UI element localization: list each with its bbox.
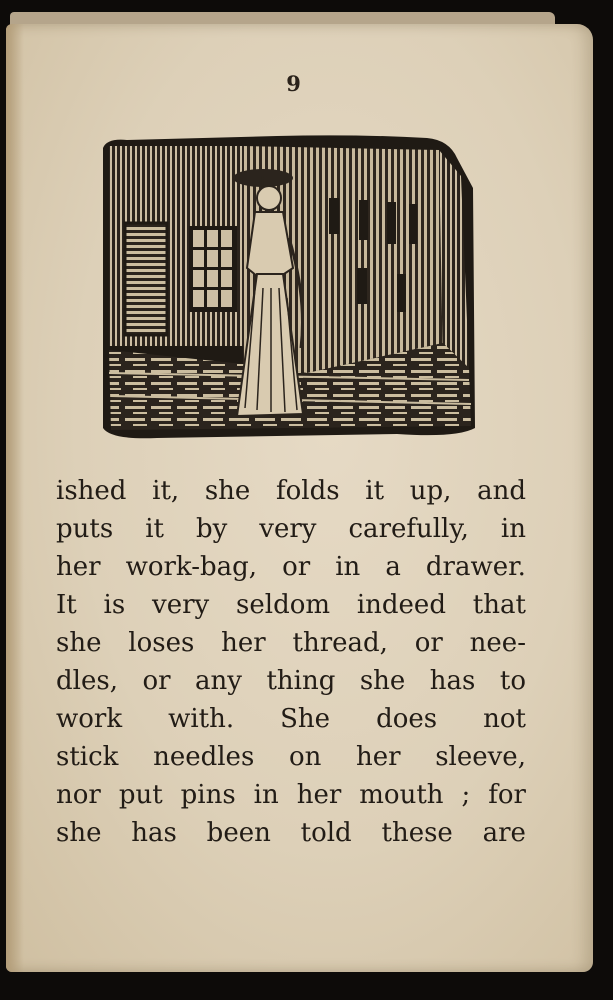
text-line xyxy=(56,776,526,814)
text-line xyxy=(56,662,526,700)
text-line xyxy=(56,510,526,548)
text-word: are xyxy=(482,818,526,848)
text-line xyxy=(56,548,526,586)
text-word: nor xyxy=(56,780,101,810)
text-word: carefully, xyxy=(348,514,469,544)
text-word: nee- xyxy=(469,628,526,658)
text-word: She xyxy=(280,704,331,734)
text-word: a xyxy=(385,552,401,582)
woodcut-scene xyxy=(103,135,475,438)
text-word: pins xyxy=(180,780,236,810)
text-word: work-bag, xyxy=(125,552,258,582)
woodcut-illustration xyxy=(97,128,477,440)
text-word: in xyxy=(335,552,361,582)
text-line xyxy=(56,814,526,852)
text-word: any xyxy=(195,666,242,696)
text-word: or xyxy=(414,628,443,658)
text-line xyxy=(56,586,526,624)
text-word: it, xyxy=(152,476,180,506)
text-word: very xyxy=(152,590,210,620)
text-word: dles, xyxy=(56,666,118,696)
text-line xyxy=(56,624,526,662)
text-word: she xyxy=(56,628,102,658)
text-word: that xyxy=(472,590,526,620)
text-word: indeed xyxy=(356,590,446,620)
text-word: ished xyxy=(56,476,127,506)
text-line xyxy=(56,738,526,776)
text-word: put xyxy=(118,780,163,810)
text-word: these xyxy=(381,818,453,848)
text-word: told xyxy=(300,818,352,848)
text-word: does xyxy=(376,704,438,734)
text-word: she xyxy=(359,666,406,696)
text-word: is xyxy=(103,590,126,620)
text-line xyxy=(56,700,526,738)
text-word: been xyxy=(206,818,271,848)
text-line xyxy=(56,472,526,510)
body-text xyxy=(56,472,526,852)
text-word: in xyxy=(500,514,526,544)
text-word: puts xyxy=(56,514,114,544)
text-word: by xyxy=(195,514,228,544)
text-word: in xyxy=(253,780,279,810)
text-word: folds xyxy=(276,476,340,506)
text-word: up, xyxy=(409,476,452,506)
text-word: not xyxy=(483,704,526,734)
text-word: with. xyxy=(168,704,235,734)
text-word: sleeve, xyxy=(435,742,526,772)
text-word: thing xyxy=(266,666,336,696)
text-word: thread, xyxy=(292,628,388,658)
text-word: or xyxy=(282,552,311,582)
text-word: very xyxy=(259,514,317,544)
text-word: has xyxy=(429,666,476,696)
text-word: work xyxy=(56,704,123,734)
text-word: for xyxy=(488,780,526,810)
text-word: ; xyxy=(461,780,471,810)
page-number: 9 xyxy=(286,71,301,96)
text-word: stick xyxy=(56,742,119,772)
text-word: her xyxy=(56,552,101,582)
text-word: It xyxy=(56,590,77,620)
text-word: it xyxy=(145,514,164,544)
text-word: it xyxy=(365,476,385,506)
text-word: seldom xyxy=(236,590,331,620)
text-word: her xyxy=(221,628,266,658)
text-word: she xyxy=(204,476,251,506)
text-word: needles xyxy=(153,742,255,772)
text-word: drawer. xyxy=(425,552,526,582)
text-word: her xyxy=(355,742,401,772)
text-word: on xyxy=(288,742,322,772)
text-word: loses xyxy=(128,628,195,658)
text-word: or xyxy=(142,666,171,696)
text-word: she xyxy=(56,818,102,848)
text-word: her xyxy=(296,780,342,810)
book-page xyxy=(6,24,593,972)
text-word: and xyxy=(477,476,526,506)
text-word: has xyxy=(131,818,177,848)
text-word: mouth xyxy=(359,780,444,810)
page-gutter-shadow xyxy=(6,24,24,972)
text-word: to xyxy=(499,666,526,696)
